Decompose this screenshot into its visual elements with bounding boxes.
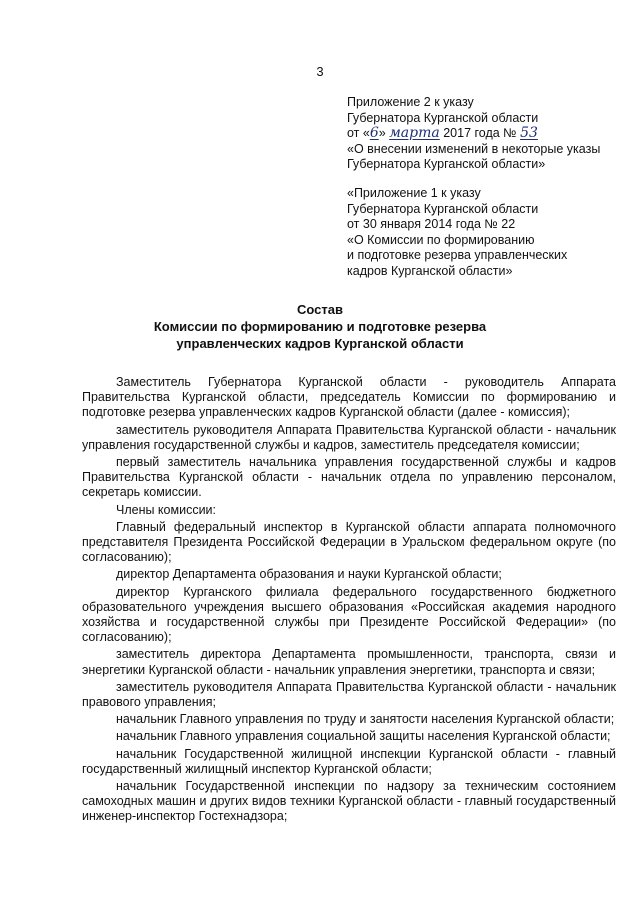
annex-line: Губернатора Курганской области (347, 110, 539, 125)
member-paragraph: заместитель руководителя Аппарата Правительства Курганской области - начальник правового управления; (82, 679, 616, 710)
title-line: Состав (297, 302, 343, 317)
date-mid: » (378, 126, 390, 140)
member-paragraph: директор Курганского филиала федерального государственного бюджетного образовательного учреждения высшего образования «Российская академия народного хозяйства и государственной службы при Президенте Российской Федерации» (по согласованию); (82, 584, 616, 645)
date-year: 2017 года № (439, 126, 521, 140)
members-heading: Члены комиссии: (116, 502, 217, 517)
member-paragraph: начальник Главного управления социальной защиты населения Курганской области; (116, 729, 611, 744)
commission-members-list (82, 375, 616, 827)
annex-line: «О внесении изменений в некоторые указы (347, 141, 601, 156)
annex-line: Губернатора Курганской области (347, 201, 539, 216)
annex-line: «О Комиссии по формированию (347, 232, 535, 247)
member-paragraph: Заместитель Губернатора Курганской области - руководитель Аппарата Правительства Курганской области, председатель Комиссии по формированию и подготовке резерва управленческих кадров Курганской области (далее - комиссия); (82, 375, 616, 420)
member-paragraph: директор Департамента образования и науки Курганской области; (116, 567, 502, 582)
member-paragraph: начальник Государственной жилищной инспекции Курганской области - главный государственный жилищный инспектор Курганской области; (82, 746, 616, 776)
annex-date-line (347, 126, 600, 142)
annex-quoted-header (347, 186, 567, 279)
member-paragraph: начальник Главного управления по труду и занятости населения Курганской области; (116, 712, 615, 727)
member-paragraph: Главный федеральный инспектор в Курганской области аппарата полномочного представителя Президента Российской Федерации в Уральском федеральном округе (по согласованию); (82, 519, 616, 565)
member-paragraph: заместитель руководителя Аппарата Правительства Курганской области - начальник управления государственной службы и кадров, заместитель председателя комиссии; (82, 422, 616, 452)
title-line: Комиссии по формированию и подготовке резерва (153, 319, 487, 334)
annex-line: и подготовке резерва управленческих (347, 248, 568, 262)
handwritten-number: 53 (520, 125, 538, 141)
annex-line: «Приложение 1 к указу (347, 186, 481, 200)
document-title (80, 301, 560, 352)
annex-line: кадров Курганской области» (347, 263, 513, 278)
annex-header (347, 95, 600, 173)
page-number: 3 (316, 64, 324, 79)
member-paragraph: первый заместитель начальника управления государственной службы и кадров Правительства Курганской области - начальник отдела по управлению персоналом, секретарь комиссии. (82, 455, 616, 500)
member-paragraph: начальник Государственной инспекции по надзору за техническим состоянием самоходных машин и других видов техники Курганской области - главный государственный инженер-инспектор Гостехнадзора; (82, 779, 616, 824)
handwritten-month: марта (389, 125, 440, 141)
date-prefix: от « (347, 126, 370, 140)
handwritten-day: 6 (369, 125, 379, 141)
annex-line: Приложение 2 к указу (347, 95, 474, 109)
title-line: управленческих кадров Курганской области (176, 336, 464, 351)
annex-line: Губернатора Курганской области» (347, 157, 546, 171)
annex-line: от 30 января 2014 года № 22 (347, 217, 516, 231)
member-paragraph: заместитель директора Департамента промышленности, транспорта, связи и энергетики Курганской области - начальник управления энергетики, транспорта и связи; (82, 647, 616, 677)
